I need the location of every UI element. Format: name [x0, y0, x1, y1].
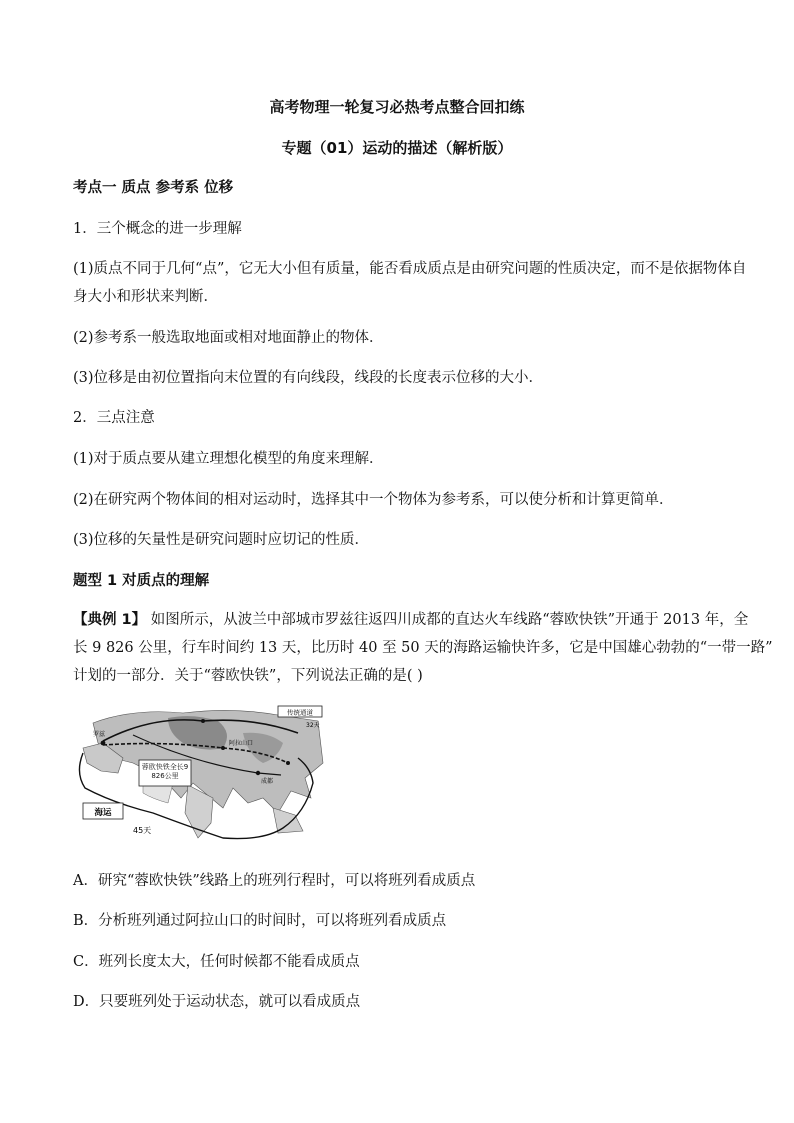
document-title: 高考物理一轮复习必热考点整合回扣练: [269, 98, 525, 116]
option-c: C．班列长度太大，任何时候都不能看成质点: [73, 954, 360, 970]
question-type-heading: 题型 1 对质点的理解: [73, 573, 210, 589]
item2-paragraph3: (3)位移的矢量性是研究问题时应切记的性质．: [73, 532, 370, 548]
map-chengdu-label: 成都: [261, 778, 274, 785]
map-rail-label: 蓉欧快铁全长9 826公里: [141, 763, 189, 780]
document-subtitle: 专题（01）运动的描述（解析版）: [281, 139, 513, 157]
example-line3: 计划的一部分．关于“蓉欧快铁”，下列说法正确的是( ): [73, 668, 423, 684]
map-32-days-label: 32天: [306, 722, 320, 729]
item1-paragraph3: (3)位移是由初位置指向末位置的有向线段，线段的长度表示位移的大小．: [73, 370, 544, 386]
map-days-label: 45天: [133, 826, 152, 835]
item1-paragraph2: (2)参考系一般选取地面或相对地面静止的物体．: [73, 330, 384, 346]
item2-title: 2．三点注意: [73, 410, 155, 426]
example-line1: [73, 610, 749, 630]
item1-title: 1．三个概念的进一步理解: [73, 221, 242, 237]
example-text-line1: 如图所示，从波兰中部城市罗兹往返四川成都的直达火车线路“蓉欧快铁”开通于 2013 年，全: [146, 612, 749, 628]
route-map-illustration: [73, 703, 325, 846]
rail-route-map: [73, 703, 325, 846]
example-label: 【典例 1】: [73, 612, 147, 628]
option-b: B．分析班列通过阿拉山口的时间时，可以将班列看成质点: [73, 913, 447, 929]
map-sea-label: 海运: [94, 808, 112, 818]
item1-paragraph1-line1: (1)质点不同于几何“点”，它无大小但有质量，能否看成质点是由研究问题的性质决定，而不是依据物体自: [73, 261, 747, 277]
item2-paragraph2: (2)在研究两个物体间的相对运动时，选择其中一个物体为参考系，可以使分析和计算更简单．: [73, 492, 674, 508]
item2-paragraph1: (1)对于质点要从建立理想化模型的角度来理解．: [73, 451, 384, 467]
example-line2: 长 9 826 公里，行车时间约 13 天，比历时 40 至 50 天的海路运输快许多，它是中国雄心勃勃的“一带一路”: [73, 640, 773, 656]
option-a: A．研究“蓉欧快铁”线路上的班列行程时，可以将班列看成质点: [73, 873, 476, 889]
item1-paragraph1-line2: 身大小和形状来判断．: [73, 289, 218, 305]
map-lodz-label: 罗兹: [93, 731, 106, 738]
map-alashankou-label: 阿拉山口: [229, 740, 254, 747]
option-d: D．只要班列处于运动状态，就可以看成质点: [73, 994, 361, 1010]
section-heading: 考点一 质点 参考系 位移: [73, 180, 234, 196]
map-legend-label: 传统通道: [287, 708, 313, 717]
